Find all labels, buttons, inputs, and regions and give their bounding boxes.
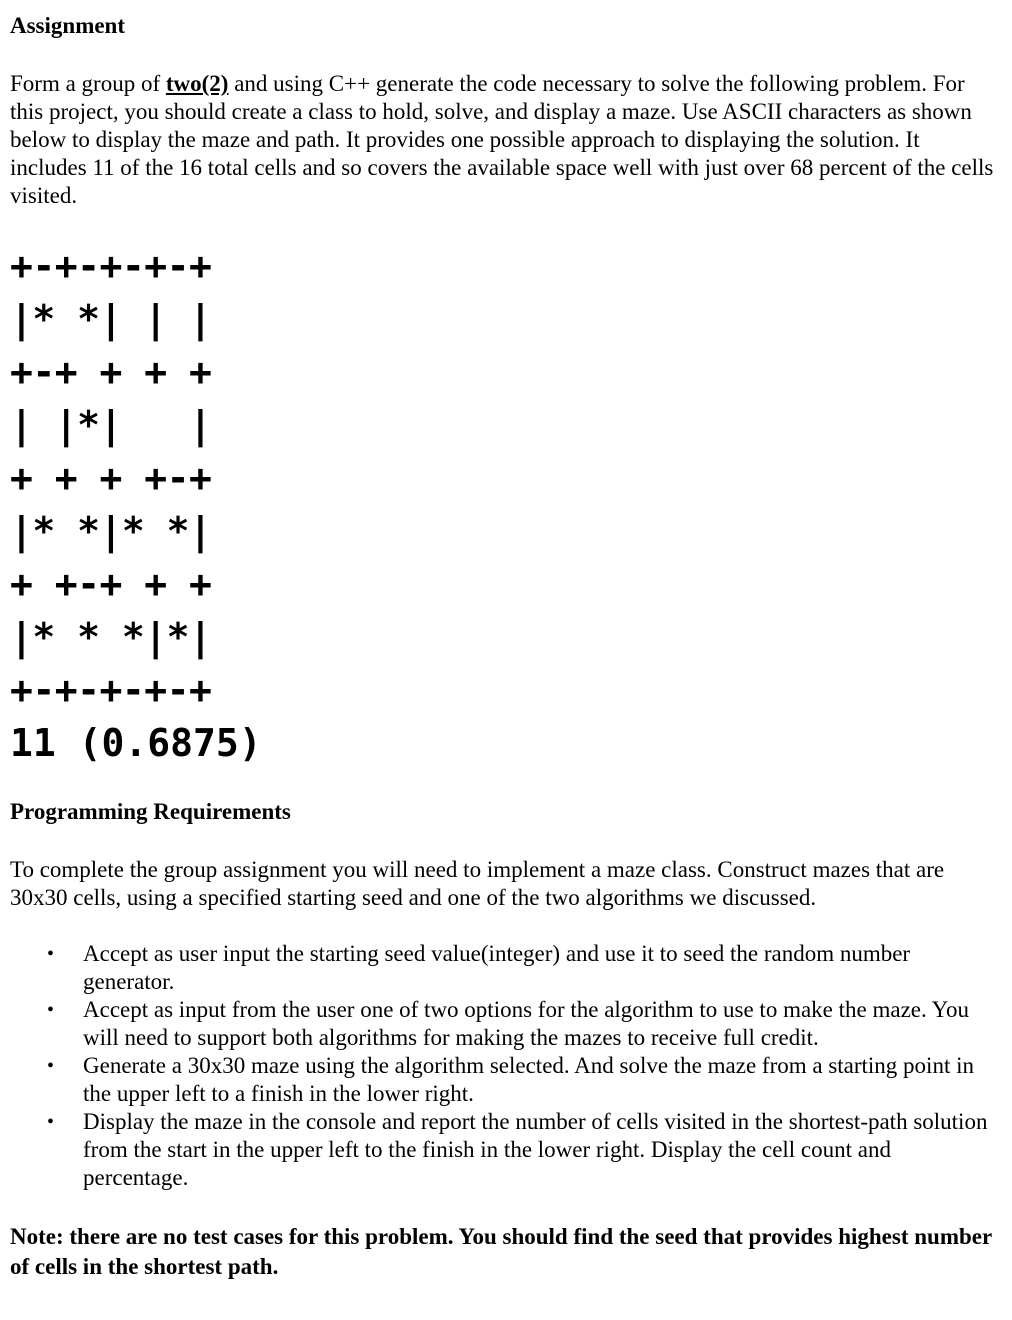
requirements-list — [10, 940, 1000, 1192]
assignment-intro-paragraph — [10, 70, 1000, 210]
requirements-intro-paragraph: To complete the group assignment you will need to implement a maze class. Construct mazes that are 30x30 cells, using a specified starting seed and one of the two algorithms we discussed. — [10, 857, 945, 910]
maze-line: + + + +-+ — [10, 456, 212, 500]
document-page — [10, 10, 1000, 1282]
list-item — [10, 996, 1000, 1052]
requirements-heading: Programming Requirements — [10, 799, 291, 824]
list-item — [10, 1108, 1000, 1192]
assignment-heading: Assignment — [10, 13, 126, 38]
maze-line: |* *| | | — [10, 297, 212, 341]
list-item-text: Accept as input from the user one of two options for the algorithm to use to make the maze. You will need to support both algorithms for making the mazes to receive full credit. — [83, 997, 969, 1050]
list-item — [10, 1052, 1000, 1108]
maze-line: | |*| | — [10, 403, 212, 447]
note-paragraph: Note: there are no test cases for this problem. You should find the seed that provides highest number of cells in the shortest path. — [10, 1224, 992, 1279]
intro-text-start: Form a group of — [10, 71, 166, 96]
maze-line: +-+ + + + — [10, 350, 212, 394]
bullet-icon: • — [47, 1111, 55, 1133]
list-item-text: Generate a 30x30 maze using the algorithm selected. And solve the maze from a starting point in the upper left to a finish in the lower right. — [83, 1053, 974, 1106]
maze-line: |* * *|*| — [10, 615, 212, 659]
maze-result-count: 11 (0.6875) — [10, 721, 262, 765]
maze-line: |* *|* *| — [10, 509, 212, 553]
maze-line: +-+-+-+-+ — [10, 244, 212, 288]
list-item-text: Display the maze in the console and report the number of cells visited in the shortest-path solution from the start in the upper left to the finish in the lower right. Display the cell count and percentage. — [83, 1109, 988, 1190]
bullet-icon: • — [47, 1055, 55, 1077]
intro-text-rest: and using C++ generate the code necessary to solve the following problem. For this project, you should create a class to hold, solve, and display a maze. Use ASCII characters as shown below to display the maze and path. It provides one possible approach to displaying the solution. It includes 11 of the 16 total cells and so covers the available space well with just over 68 percent of the cells visited. — [10, 71, 994, 208]
maze-line: +-+-+-+-+ — [10, 668, 212, 712]
bullet-icon: • — [47, 943, 55, 965]
list-item — [10, 940, 1000, 996]
list-item-text: Accept as user input the starting seed value(integer) and use it to seed the random number generator. — [83, 941, 911, 994]
ascii-maze-example — [10, 240, 1000, 770]
maze-grid — [10, 240, 1000, 717]
group-size-emphasis: two(2) — [165, 71, 229, 96]
bullet-icon: • — [47, 999, 55, 1021]
maze-line: + +-+ + + — [10, 562, 212, 606]
